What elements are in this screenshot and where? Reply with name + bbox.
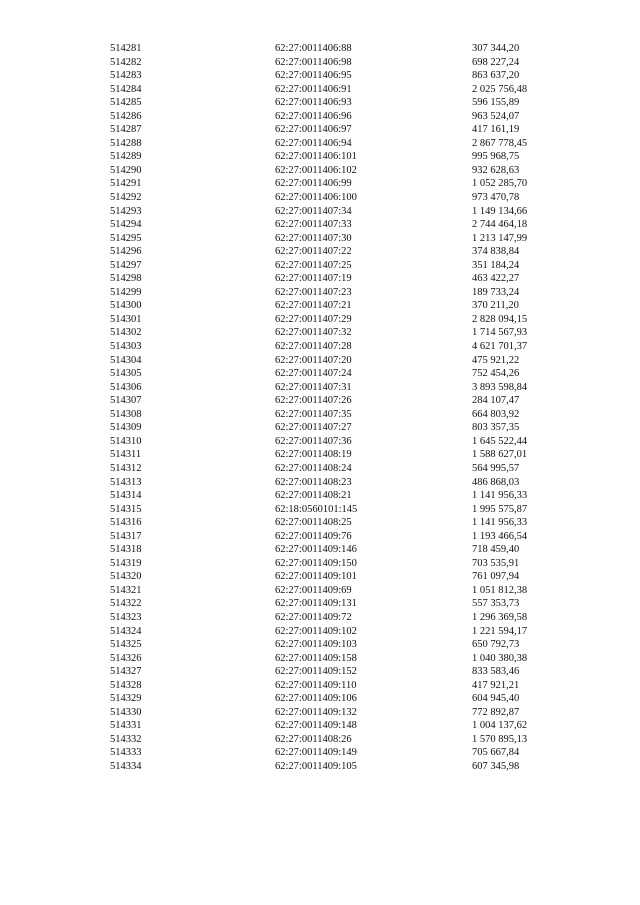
table-row: [0, 272, 640, 286]
cadastral-number-cell: 62:27:0011409:102: [275, 625, 357, 637]
cadastral-value-cell: 189 733,24: [472, 286, 520, 298]
table-row: [0, 503, 640, 517]
cadastral-value-cell: 417 161,19: [472, 124, 520, 136]
cadastral-number-cell: 62:27:0011406:100: [275, 192, 357, 204]
cadastral-number-cell: 62:27:0011406:88: [275, 43, 352, 54]
cadastral-number-cell: 62:18:0560101:145: [275, 503, 358, 515]
table-row: [0, 177, 640, 191]
cadastral-number-cell: 62:27:0011408:26: [275, 733, 352, 745]
cadastral-value-cell: 932 628,63: [472, 164, 520, 176]
cadastral-value-cell: 803 357,35: [472, 422, 520, 434]
cadastral-number-cell: 62:27:0011409:69: [275, 584, 352, 596]
table-row: [0, 218, 640, 232]
row-number-cell: 514281: [110, 43, 142, 54]
row-number-cell: 514320: [110, 571, 142, 583]
row-number-cell: 514305: [110, 368, 142, 380]
cadastral-value-cell: 1 193 466,54: [472, 530, 528, 542]
row-number-cell: 514295: [110, 232, 142, 244]
cadastral-number-cell: 62:27:0011409:76: [275, 530, 352, 542]
row-number-cell: 514328: [110, 679, 142, 691]
table-row: [0, 421, 640, 435]
row-number-cell: 514285: [110, 97, 142, 109]
cadastral-number-cell: 62:27:0011409:146: [275, 544, 357, 556]
cadastral-value-cell: 1 296 369,58: [472, 611, 528, 623]
table-row: [0, 299, 640, 313]
row-number-cell: 514292: [110, 192, 142, 204]
cadastral-value-cell: 1 221 594,17: [472, 625, 528, 637]
row-number-cell: 514296: [110, 246, 142, 258]
cadastral-number-cell: 62:27:0011409:149: [275, 747, 357, 759]
table-row: [0, 205, 640, 219]
cadastral-value-cell: 604 945,40: [472, 693, 520, 705]
row-number-cell: 514298: [110, 273, 142, 285]
cadastral-value-cell: 1 052 285,70: [472, 178, 528, 190]
row-number-cell: 514327: [110, 666, 142, 678]
table-row: [0, 245, 640, 259]
cadastral-number-cell: 62:27:0011407:19: [275, 273, 352, 285]
cadastral-value-cell: 486 868,03: [472, 476, 520, 488]
table-row: [0, 706, 640, 720]
cadastral-value-cell: 596 155,89: [472, 97, 520, 109]
row-number-cell: 514317: [110, 530, 142, 542]
table-row: [0, 665, 640, 679]
cadastral-number-cell: 62:27:0011407:22: [275, 246, 352, 258]
cadastral-number-cell: 62:27:0011407:28: [275, 341, 352, 353]
cadastral-number-cell: 62:27:0011407:23: [275, 286, 352, 298]
cadastral-number-cell: 62:27:0011408:25: [275, 517, 352, 529]
table-row: [0, 435, 640, 449]
cadastral-number-cell: 62:27:0011406:101: [275, 151, 357, 163]
cadastral-number-cell: 62:27:0011407:35: [275, 408, 352, 420]
table-row: [0, 557, 640, 571]
row-number-cell: 514332: [110, 733, 142, 745]
document-page: [0, 42, 640, 774]
table-row: [0, 476, 640, 490]
row-number-cell: 514310: [110, 435, 142, 447]
row-number-cell: 514331: [110, 720, 142, 732]
table-row: [0, 150, 640, 164]
cadastral-value-cell: 370 211,20: [472, 300, 519, 312]
cadastral-value-cell: 463 422,27: [472, 273, 520, 285]
row-number-cell: 514325: [110, 639, 142, 651]
cadastral-number-cell: 62:27:0011406:98: [275, 56, 352, 68]
table-row: [0, 164, 640, 178]
cadastral-value-cell: 1 040 380,38: [472, 652, 528, 664]
cadastral-value-cell: 2 744 464,18: [472, 219, 528, 231]
cadastral-number-cell: 62:27:0011409:110: [275, 679, 357, 691]
table-row: [0, 56, 640, 70]
row-number-cell: 514288: [110, 137, 142, 149]
table-row: [0, 340, 640, 354]
cadastral-value-cell: 718 459,40: [472, 544, 520, 556]
cadastral-number-cell: 62:27:0011408:24: [275, 462, 352, 474]
row-number-cell: 514284: [110, 83, 142, 95]
cadastral-number-cell: 62:27:0011406:99: [275, 178, 352, 190]
cadastral-number-cell: 62:27:0011407:26: [275, 395, 352, 407]
cadastral-value-cell: 2 867 778,45: [472, 137, 528, 149]
cadastral-value-cell: 557 353,73: [472, 598, 520, 610]
table-row: [0, 408, 640, 422]
table-row: [0, 354, 640, 368]
row-number-cell: 514290: [110, 164, 142, 176]
row-number-cell: 514323: [110, 611, 142, 623]
row-number-cell: 514324: [110, 625, 142, 637]
row-number-cell: 514334: [110, 760, 142, 772]
row-number-cell: 514333: [110, 747, 142, 759]
cadastral-number-cell: 62:27:0011409:131: [275, 598, 357, 610]
table-row: [0, 259, 640, 273]
cadastral-number-cell: 62:27:0011407:21: [275, 300, 352, 312]
cadastral-number-cell: 62:27:0011406:97: [275, 124, 352, 136]
cadastral-number-cell: 62:27:0011409:152: [275, 666, 357, 678]
table-row: [0, 96, 640, 110]
cadastral-number-cell: 62:27:0011409:150: [275, 557, 357, 569]
row-number-cell: 514330: [110, 706, 142, 718]
cadastral-value-cell: 307 344,20: [472, 43, 520, 54]
row-number-cell: 514301: [110, 313, 142, 325]
row-number-cell: 514293: [110, 205, 142, 217]
row-number-cell: 514322: [110, 598, 142, 610]
row-number-cell: 514314: [110, 490, 142, 502]
cadastral-value-cell: 752 454,26: [472, 368, 520, 380]
table-row: [0, 570, 640, 584]
cadastral-value-cell: 1 714 567,93: [472, 327, 528, 339]
cadastral-value-cell: 4 621 701,37: [472, 341, 528, 353]
cadastral-value-cell: 703 535,91: [472, 557, 520, 569]
table-row: [0, 625, 640, 639]
row-number-cell: 514304: [110, 354, 142, 366]
cadastral-value-cell: 833 583,46: [472, 666, 520, 678]
table-row: [0, 638, 640, 652]
cadastral-number-cell: 62:27:0011409:106: [275, 693, 357, 705]
cadastral-number-cell: 62:27:0011406:91: [275, 83, 352, 95]
table-row: [0, 123, 640, 137]
cadastral-number-cell: 62:27:0011406:94: [275, 137, 352, 149]
row-number-cell: 514329: [110, 693, 142, 705]
row-number-cell: 514308: [110, 408, 142, 420]
table-row: [0, 584, 640, 598]
row-number-cell: 514312: [110, 462, 142, 474]
cadastral-number-cell: 62:27:0011408:23: [275, 476, 352, 488]
table-row: [0, 530, 640, 544]
cadastral-value-cell: 973 470,78: [472, 192, 520, 204]
cadastral-value-cell: 475 921,22: [472, 354, 520, 366]
table-row: [0, 746, 640, 760]
cadastral-number-cell: 62:27:0011409:72: [275, 611, 352, 623]
cadastral-number-cell: 62:27:0011408:19: [275, 449, 352, 461]
row-number-cell: 514309: [110, 422, 142, 434]
cadastral-value-cell: 1 141 956,33: [472, 517, 528, 529]
cadastral-number-cell: 62:27:0011408:21: [275, 490, 352, 502]
table-row: [0, 692, 640, 706]
cadastral-number-cell: 62:27:0011407:20: [275, 354, 352, 366]
cadastral-value-cell: 1 051 812,38: [472, 584, 528, 596]
row-number-cell: 514316: [110, 517, 142, 529]
row-number-cell: 514313: [110, 476, 142, 488]
table-row: [0, 652, 640, 666]
table-row: [0, 286, 640, 300]
row-number-cell: 514311: [110, 449, 142, 461]
cadastral-value-cell: 2 828 094,15: [472, 313, 528, 325]
cadastral-number-cell: 62:27:0011407:30: [275, 232, 352, 244]
table-row: [0, 232, 640, 246]
cadastral-number-cell: 62:27:0011407:29: [275, 313, 352, 325]
cadastral-number-cell: 62:27:0011406:93: [275, 97, 352, 109]
cadastral-number-cell: 62:27:0011409:148: [275, 720, 357, 732]
cadastral-value-cell: 374 838,84: [472, 246, 520, 258]
row-number-cell: 514282: [110, 56, 142, 68]
table-row: [0, 760, 640, 774]
table-row: [0, 611, 640, 625]
cadastral-number-cell: 62:27:0011409:158: [275, 652, 357, 664]
row-number-cell: 514300: [110, 300, 142, 312]
cadastral-value-cell: 963 524,07: [472, 110, 520, 122]
table-row: [0, 381, 640, 395]
cadastral-value-cell: 1 149 134,66: [472, 205, 528, 217]
cadastral-number-cell: 62:27:0011407:36: [275, 435, 352, 447]
table-row: [0, 516, 640, 530]
cadastral-value-cell: 995 968,75: [472, 151, 520, 163]
cadastral-value-cell: 607 345,98: [472, 760, 520, 772]
row-number-cell: 514315: [110, 503, 142, 515]
row-number-cell: 514291: [110, 178, 142, 190]
cadastral-number-cell: 62:27:0011409:132: [275, 706, 357, 718]
row-number-cell: 514321: [110, 584, 142, 596]
cadastral-value-cell: 705 667,84: [472, 747, 520, 759]
row-number-cell: 514326: [110, 652, 142, 664]
cadastral-value-cell: 863 637,20: [472, 70, 520, 82]
table-row: [0, 313, 640, 327]
cadastral-number-cell: 62:27:0011409:101: [275, 571, 357, 583]
cadastral-value-cell: 698 227,24: [472, 56, 520, 68]
table-row: [0, 367, 640, 381]
row-number-cell: 514303: [110, 341, 142, 353]
cadastral-number-cell: 62:27:0011406:95: [275, 70, 352, 82]
cadastral-number-cell: 62:27:0011409:103: [275, 639, 357, 651]
row-number-cell: 514289: [110, 151, 142, 163]
row-number-cell: 514299: [110, 286, 142, 298]
row-number-cell: 514286: [110, 110, 142, 122]
table-row: [0, 679, 640, 693]
table-row: [0, 326, 640, 340]
cadastral-value-cell: 351 184,24: [472, 259, 520, 271]
table-row: [0, 110, 640, 124]
table-row: [0, 733, 640, 747]
cadastral-value-cell: 3 893 598,84: [472, 381, 528, 393]
cadastral-value-cell: 1 213 147,99: [472, 232, 528, 244]
cadastral-value-table: [0, 42, 640, 774]
cadastral-value-cell: 1 004 137,62: [472, 720, 528, 732]
cadastral-number-cell: 62:27:0011406:102: [275, 164, 357, 176]
row-number-cell: 514283: [110, 70, 142, 82]
table-row: [0, 394, 640, 408]
cadastral-value-cell: 772 892,87: [472, 706, 520, 718]
table-row: [0, 719, 640, 733]
row-number-cell: 514319: [110, 557, 142, 569]
table-row: [0, 448, 640, 462]
row-number-cell: 514306: [110, 381, 142, 393]
cadastral-value-cell: 564 995,57: [472, 462, 520, 474]
cadastral-value-cell: 761 097,94: [472, 571, 520, 583]
table-row: [0, 83, 640, 97]
cadastral-number-cell: 62:27:0011409:105: [275, 760, 357, 772]
cadastral-number-cell: 62:27:0011407:33: [275, 219, 352, 231]
row-number-cell: 514297: [110, 259, 142, 271]
row-number-cell: 514287: [110, 124, 142, 136]
cadastral-value-cell: 1 588 627,01: [472, 449, 528, 461]
cadastral-number-cell: 62:27:0011407:34: [275, 205, 352, 217]
cadastral-number-cell: 62:27:0011407:27: [275, 422, 352, 434]
row-number-cell: 514302: [110, 327, 142, 339]
table-row: [0, 137, 640, 151]
cadastral-value-cell: 2 025 756,48: [472, 83, 528, 95]
table-row: [0, 462, 640, 476]
row-number-cell: 514318: [110, 544, 142, 556]
cadastral-value-cell: 1 645 522,44: [472, 435, 528, 447]
cadastral-number-cell: 62:27:0011407:25: [275, 259, 352, 271]
table-row: [0, 597, 640, 611]
cadastral-value-cell: 284 107,47: [472, 395, 520, 407]
cadastral-value-cell: 417 921,21: [472, 679, 520, 691]
table-row: [0, 191, 640, 205]
table-row: [0, 42, 640, 56]
table-row: [0, 489, 640, 503]
cadastral-value-cell: 650 792,73: [472, 639, 520, 651]
row-number-cell: 514307: [110, 395, 142, 407]
cadastral-value-cell: 664 803,92: [472, 408, 520, 420]
cadastral-number-cell: 62:27:0011407:24: [275, 368, 352, 380]
table-row: [0, 69, 640, 83]
cadastral-value-cell: 1 995 575,87: [472, 503, 528, 515]
cadastral-value-cell: 1 570 895,13: [472, 733, 528, 745]
cadastral-number-cell: 62:27:0011407:32: [275, 327, 352, 339]
cadastral-value-cell: 1 141 956,33: [472, 490, 528, 502]
cadastral-number-cell: 62:27:0011407:31: [275, 381, 352, 393]
row-number-cell: 514294: [110, 219, 142, 231]
cadastral-number-cell: 62:27:0011406:96: [275, 110, 352, 122]
table-row: [0, 543, 640, 557]
